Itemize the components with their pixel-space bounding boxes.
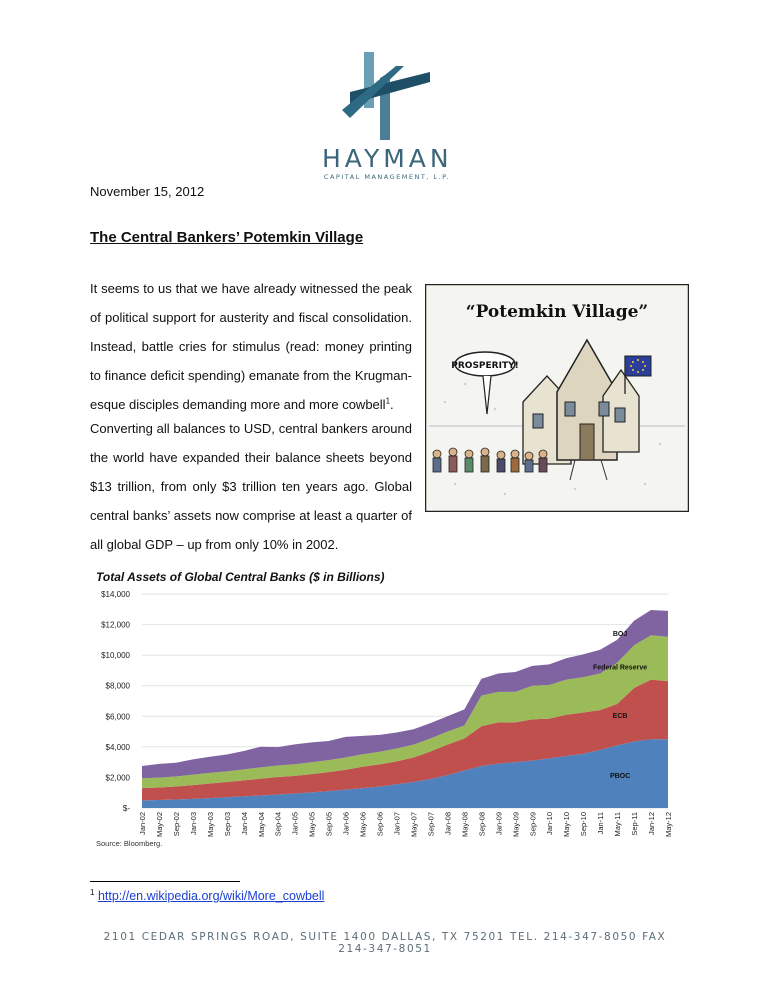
cartoon-caption: “Potemkin Village” [465, 302, 649, 322]
footnote [90, 888, 324, 903]
chart-title: Total Assets of Global Central Banks ($ in Billions) [96, 570, 385, 584]
paragraph-text: It seems to us that we have already witnessed the peak of political support for austerity and fiscal consolidation. Instead, battle cries for stimulus (read: money printing to finance deficit spending) emanate from the Krugman-esque disciples demanding more and more cowbell [90, 281, 412, 412]
x-tick-label: May-11 [613, 812, 623, 837]
x-tick-label: Sep-11 [630, 812, 640, 836]
x-tick-label: Sep-04 [273, 812, 283, 837]
page-title: The Central Bankers’ Potemkin Village [90, 229, 364, 246]
x-tick-label: Jan-12 [647, 812, 657, 835]
x-tick-label: Sep-03 [222, 812, 232, 837]
x-tick-label: May-08 [460, 812, 470, 838]
x-tick-label: May-06 [358, 812, 368, 838]
x-tick-label: May-07 [409, 812, 419, 838]
x-tick-label: Sep-09 [528, 812, 538, 837]
series-label: Federal Reserve [593, 664, 648, 672]
x-tick-label: May-09 [511, 812, 521, 838]
x-tick-label: Sep-08 [477, 812, 487, 837]
x-tick-label: Jan-05 [290, 812, 300, 835]
footnote-link[interactable]: http://en.wikipedia.org/wiki/More_cowbell [97, 889, 325, 904]
y-tick-label: $12,000 [101, 620, 130, 630]
y-tick-label: $6,000 [105, 712, 130, 722]
x-tick-label: Jan-06 [341, 812, 351, 835]
x-tick-label: Sep-02 [171, 812, 181, 837]
y-tick-label: $10,000 [101, 651, 130, 661]
hayman-logo-icon [336, 48, 434, 140]
y-tick-label: $4,000 [105, 742, 130, 752]
cartoon-sign: PROSPERITY! [451, 361, 519, 371]
letter-date: November 15, 2012 [90, 184, 205, 199]
paragraph-balance-sheets: Converting all balances to USD, central bankers around the world have expanded their balance sheets beyond $13 trillion, from only $3 trillion ten years ago. Global central banks’ assets now comprise at least a quarter of all global GDP – up from only 10% in 2002. [90, 421, 412, 552]
x-tick-label: May-05 [307, 812, 317, 838]
x-tick-label: Jan-04 [239, 812, 249, 835]
x-tick-label: May-10 [562, 812, 572, 838]
series-label: BOJ [612, 630, 628, 638]
x-tick-label: Jan-07 [392, 812, 402, 835]
logo-wordmark: HAYMAN [322, 144, 453, 173]
footnote-reference[interactable]: 1 [385, 396, 391, 406]
y-tick-label: $8,000 [105, 681, 130, 691]
central-bank-assets-chart [90, 584, 680, 849]
y-tick-label: $14,000 [101, 590, 130, 599]
footnote-divider [90, 881, 240, 882]
x-tick-label: Jan-02 [138, 812, 147, 835]
paragraph-austerity [90, 274, 412, 419]
series-label: PBOC [609, 772, 631, 780]
x-tick-label: May-02 [154, 812, 164, 838]
x-tick-label: Sep-05 [324, 812, 334, 837]
logo-subtitle: CAPITAL MANAGEMENT, L.P. [323, 173, 451, 181]
x-tick-label: Sep-10 [579, 812, 589, 837]
x-tick-label: May-03 [205, 812, 215, 838]
footnote-number: 1 [90, 888, 95, 897]
paragraph-tail: . [390, 397, 394, 412]
potemkin-village-cartoon [425, 284, 689, 512]
x-tick-label: Jan-09 [494, 812, 504, 835]
x-tick-label: Sep-07 [426, 812, 436, 837]
x-tick-label: May-12 [664, 812, 673, 838]
x-tick-label: Sep-06 [375, 812, 385, 837]
x-tick-label: May-04 [256, 812, 266, 838]
series-label: ECB [612, 712, 628, 720]
footer-address: 2101 CEDAR SPRINGS ROAD, SUITE 1400 DALLAS, TX 75201 TEL. 214-347-8050 FAX 214-347-8051 [103, 931, 667, 955]
x-tick-label: Jan-03 [188, 812, 198, 835]
y-tick-label: $2,000 [105, 773, 130, 783]
y-tick-label: $- [122, 804, 130, 813]
x-tick-label: Jan-08 [443, 812, 453, 835]
x-tick-label: Jan-10 [545, 812, 555, 835]
x-tick-label: Jan-11 [596, 812, 606, 835]
chart-source: Source: Bloomberg. [96, 839, 163, 848]
